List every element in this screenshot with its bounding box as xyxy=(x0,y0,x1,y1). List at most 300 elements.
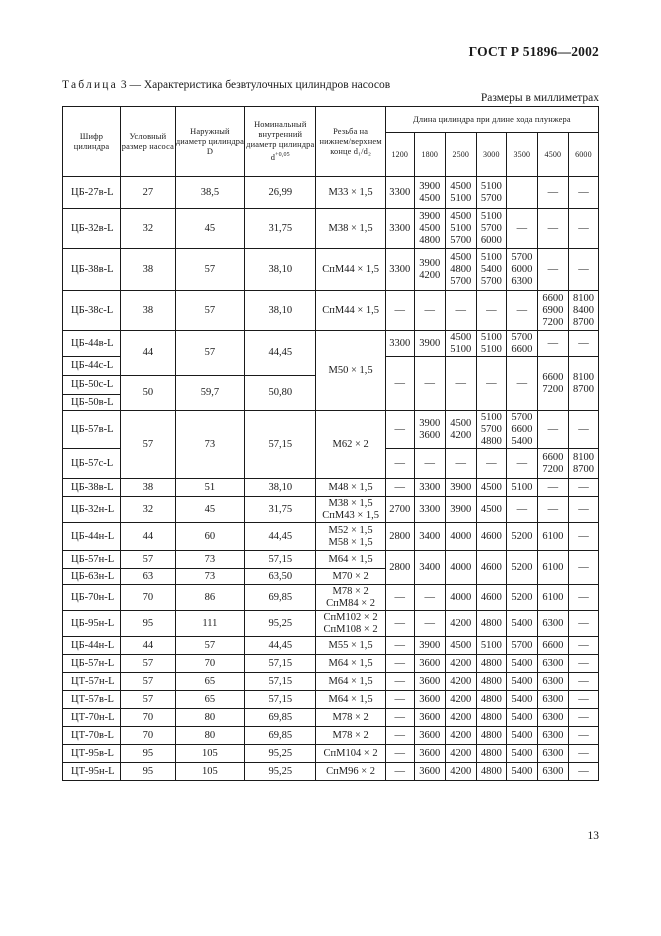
cylinder-length-line: 3300 xyxy=(419,503,441,515)
pump-size: 57 xyxy=(120,655,175,673)
cylinder-length-line: 6600 xyxy=(511,343,533,355)
cylinder-length xyxy=(537,637,568,655)
cylinder-length-line: 4800 xyxy=(480,711,502,723)
cylinder-length xyxy=(385,497,414,523)
thread-spec-line: СпМ44 × 1,5 xyxy=(322,304,379,316)
cylinder-length xyxy=(506,331,537,357)
cylinder-code: ЦБ-57н-L xyxy=(63,655,121,673)
cylinder-length xyxy=(537,709,568,727)
thread-spec xyxy=(316,331,385,411)
cylinder-length xyxy=(537,291,568,331)
thread-spec-line: М50 × 1,5 xyxy=(328,364,373,376)
thread-spec-line: М33 × 1,5 xyxy=(328,186,373,198)
cylinder-length xyxy=(414,691,445,709)
length-header: 6000 xyxy=(568,133,598,177)
cylinder-length-line: 7200 xyxy=(542,383,564,395)
cylinder-length xyxy=(537,551,568,585)
cylinder-length-line: 4200 xyxy=(450,711,472,723)
cylinder-length-line: 3600 xyxy=(419,675,441,687)
pump-size: 44 xyxy=(120,637,175,655)
thread-spec xyxy=(316,745,385,763)
cylinder-length-line: 4500 xyxy=(480,503,502,515)
thread-spec-line: СпМ96 × 2 xyxy=(326,765,376,777)
cylinder-length-line: 5400 xyxy=(480,263,502,275)
cylinder-length-line: 5400 xyxy=(511,617,533,629)
cylinder-length-line: 4600 xyxy=(480,561,502,573)
thread-spec-line: М55 × 1,5 xyxy=(328,639,373,651)
cylinder-length-line: — xyxy=(394,481,406,493)
cylinder-length xyxy=(414,357,445,411)
cylinder-length xyxy=(568,709,598,727)
cylinder-length-line: — xyxy=(516,222,528,234)
inner-diameter: 63,50 xyxy=(245,569,316,585)
cylinder-length xyxy=(385,523,414,551)
cylinder-length-line: 6300 xyxy=(542,617,564,629)
outer-diameter: 57 xyxy=(175,291,244,331)
cylinder-length xyxy=(568,523,598,551)
cylinder-length-line: 3600 xyxy=(419,765,441,777)
cylinder-length-line: 4500 xyxy=(419,192,441,204)
cylinder-length-line: 4000 xyxy=(450,561,472,573)
cylinder-length xyxy=(385,745,414,763)
cylinder-length xyxy=(414,585,445,611)
cylinder-length-line: 6300 xyxy=(542,693,564,705)
cylinder-length xyxy=(537,523,568,551)
cylinder-length xyxy=(537,497,568,523)
cylinder-length xyxy=(537,727,568,745)
pump-size: 95 xyxy=(120,611,175,637)
cylinder-length-line: — xyxy=(394,657,406,669)
cylinder-code: ЦБ-44н-L xyxy=(63,523,121,551)
cylinder-length xyxy=(476,357,506,411)
pump-size: 57 xyxy=(120,691,175,709)
cylinder-length-line: 3600 xyxy=(419,657,441,669)
cylinder-length-line: 4800 xyxy=(480,617,502,629)
cylinder-length xyxy=(568,655,598,673)
pump-size: 70 xyxy=(120,727,175,745)
cylinder-code: ЦБ-50с-L xyxy=(63,376,121,395)
pump-size: 63 xyxy=(120,569,175,585)
cylinder-length-line: — xyxy=(394,711,406,723)
cylinder-length-line: 4200 xyxy=(450,617,472,629)
cylinder-length xyxy=(476,655,506,673)
cylinder-length-line: 4000 xyxy=(450,530,472,542)
cylinder-length-line: 4200 xyxy=(450,747,472,759)
cylinder-length-line: 5100 xyxy=(480,411,502,423)
cylinder-length-line: 3900 xyxy=(419,180,441,192)
cylinder-code: ЦБ-38в-L xyxy=(63,479,121,497)
outer-diameter: 38,5 xyxy=(175,177,244,209)
cylinder-length-line: 5700 xyxy=(511,411,533,423)
cylinder-length-line: — xyxy=(547,423,559,435)
cylinder-length-line: 4200 xyxy=(419,269,441,281)
table-row xyxy=(63,523,599,551)
cylinder-length xyxy=(385,411,414,449)
cylinder-code: ЦТ-95н-L xyxy=(63,763,121,781)
thread-spec-line: М38 × 1,5 xyxy=(328,497,373,509)
cylinder-length xyxy=(568,673,598,691)
table-row xyxy=(63,585,599,611)
cylinder-length xyxy=(476,611,506,637)
cylinder-length xyxy=(476,177,506,209)
length-header: 1200 xyxy=(385,133,414,177)
cylinder-length xyxy=(537,611,568,637)
cylinder-length-line: 8400 xyxy=(572,304,594,316)
cylinder-code: ЦБ-32в-L xyxy=(63,209,121,249)
cylinder-length-line: — xyxy=(424,457,436,469)
cylinder-length xyxy=(445,727,476,745)
cylinder-length xyxy=(568,357,598,411)
cylinder-length-line: — xyxy=(578,222,589,234)
cylinder-code: ЦБ-38с-L xyxy=(63,291,121,331)
cylinder-length xyxy=(476,691,506,709)
cylinder-length-line: 4500 xyxy=(450,639,472,651)
cylinder-length-line: — xyxy=(394,675,406,687)
cylinder-length-line: 6600 xyxy=(511,423,533,435)
cylinder-length-line: 5700 xyxy=(480,192,502,204)
cylinder-length-line: — xyxy=(516,457,528,469)
cylinder-length-line: 6300 xyxy=(542,675,564,687)
table-caption-label: Таблица xyxy=(62,79,118,91)
cylinder-length-line: — xyxy=(424,304,436,316)
pump-size: 70 xyxy=(120,585,175,611)
table-row xyxy=(63,479,599,497)
inner-diameter: 38,10 xyxy=(245,479,316,497)
cylinder-length-line: 3600 xyxy=(419,711,441,723)
outer-diameter: 60 xyxy=(175,523,244,551)
cylinder-length xyxy=(476,209,506,249)
table-caption-text: 3 — Характеристика безвтулочных цилиндров насосов xyxy=(120,79,391,91)
cylinder-length-line: 8700 xyxy=(572,383,594,395)
table-row xyxy=(63,551,599,569)
cylinder-length xyxy=(476,745,506,763)
cylinder-length xyxy=(414,177,445,209)
outer-diameter: 105 xyxy=(175,763,244,781)
cylinder-length-line: 7200 xyxy=(542,316,564,328)
cylinder-length xyxy=(537,673,568,691)
thread-spec-line: М64 × 1,5 xyxy=(328,553,373,565)
cylinder-length-line: 3900 xyxy=(419,210,441,222)
cylinder-length-line: — xyxy=(578,530,589,542)
cylinder-length xyxy=(385,637,414,655)
cylinder-length xyxy=(414,523,445,551)
cylinder-length-line: 5200 xyxy=(511,530,533,542)
outer-diameter: 73 xyxy=(175,551,244,569)
length-header: 3000 xyxy=(476,133,506,177)
cylinder-code: ЦТ-57н-L xyxy=(63,673,121,691)
cylinder-length xyxy=(385,449,414,479)
inner-diameter: 57,15 xyxy=(245,655,316,673)
cylinder-length-line: 5400 xyxy=(511,711,533,723)
cylinder-length-line: — xyxy=(578,675,589,687)
cylinder-length xyxy=(506,637,537,655)
cylinder-length-line: 4800 xyxy=(480,657,502,669)
cylinder-length xyxy=(568,479,598,497)
cylinder-length-line: — xyxy=(578,765,589,777)
col-inner-text: Номинальный внутренний диаметр цилиндра d xyxy=(246,120,315,162)
cylinder-length-line: 5400 xyxy=(511,747,533,759)
col-thread-header: Резьба на нижнем/верхнем конце d₁/d₂ xyxy=(316,107,385,177)
cylinder-length-line: 4200 xyxy=(450,657,472,669)
outer-diameter: 57 xyxy=(175,249,244,291)
table-row xyxy=(63,249,599,291)
cylinder-length-line: 4200 xyxy=(450,429,472,441)
cylinder-length-line: 6300 xyxy=(542,729,564,741)
cylinder-length-line: — xyxy=(547,263,559,275)
cylinder-length-line: 3900 xyxy=(419,417,441,429)
cylinder-length xyxy=(385,249,414,291)
cylinder-length-line: 4600 xyxy=(480,591,502,603)
cylinder-length-line: 5200 xyxy=(511,591,533,603)
cylinder-length xyxy=(476,449,506,479)
inner-diameter: 31,75 xyxy=(245,209,316,249)
cylinder-length xyxy=(414,709,445,727)
cylinder-length-line: 3600 xyxy=(419,429,441,441)
table-row xyxy=(63,209,599,249)
cylinder-length xyxy=(445,673,476,691)
cylinder-length-line: 4500 xyxy=(480,481,502,493)
cylinder-length xyxy=(568,763,598,781)
cylinder-length-line: — xyxy=(394,591,406,603)
cylinder-length-line: 5100 xyxy=(480,331,502,343)
table-row xyxy=(63,709,599,727)
thread-spec xyxy=(316,209,385,249)
cylinder-length-line: 5100 xyxy=(450,222,472,234)
cylinder-length xyxy=(476,727,506,745)
outer-diameter: 57 xyxy=(175,331,244,376)
cylinder-code: ЦБ-50в-L xyxy=(63,395,121,411)
thread-spec-line: М78 × 2 xyxy=(332,711,369,723)
cylinder-code: ЦТ-95в-L xyxy=(63,745,121,763)
cylinder-length-line: — xyxy=(394,423,406,435)
cylinder-length xyxy=(445,709,476,727)
cylinder-length-line: — xyxy=(547,337,559,349)
cylinder-length-line: 8700 xyxy=(572,316,594,328)
thread-spec-line: М62 × 2 xyxy=(332,438,369,450)
thread-spec-line: М78 × 2 xyxy=(332,585,369,597)
col-inner-header xyxy=(245,107,316,177)
cylinder-length-line: — xyxy=(424,617,436,629)
cylinder-length-line: 5400 xyxy=(511,729,533,741)
cylinder-length xyxy=(414,479,445,497)
pump-size: 50 xyxy=(120,376,175,411)
cylinder-length xyxy=(385,727,414,745)
table-row xyxy=(63,673,599,691)
inner-diameter: 57,15 xyxy=(245,411,316,479)
cylinder-length xyxy=(476,479,506,497)
cylinder-length-line: — xyxy=(578,423,589,435)
outer-diameter: 73 xyxy=(175,411,244,479)
cylinder-length xyxy=(414,727,445,745)
cylinder-length-line: 2700 xyxy=(389,503,411,515)
cylinder-length xyxy=(476,249,506,291)
pump-size: 44 xyxy=(120,523,175,551)
pump-size: 70 xyxy=(120,709,175,727)
cylinder-code: ЦБ-57в-L xyxy=(63,411,121,449)
cylinder-code: ЦБ-63н-L xyxy=(63,569,121,585)
cylinder-length xyxy=(506,763,537,781)
length-header: 4500 xyxy=(537,133,568,177)
cylinder-length-line: 8100 xyxy=(572,451,594,463)
outer-diameter: 86 xyxy=(175,585,244,611)
cylinder-code: ЦТ-57в-L xyxy=(63,691,121,709)
cylinder-length-line: 4200 xyxy=(450,729,472,741)
cylinder-length xyxy=(568,611,598,637)
cylinder-length xyxy=(476,411,506,449)
outer-diameter: 105 xyxy=(175,745,244,763)
cylinder-length-line: 6300 xyxy=(511,275,533,287)
cylinder-length-line: — xyxy=(455,304,467,316)
cylinder-length xyxy=(537,177,568,209)
cylinder-length-line: — xyxy=(578,657,589,669)
pump-size: 57 xyxy=(120,551,175,569)
cylinder-length-line: 3400 xyxy=(419,561,441,573)
cylinder-length xyxy=(506,479,537,497)
cylinder-length-line: — xyxy=(578,503,589,515)
pump-size: 27 xyxy=(120,177,175,209)
col-inner-tolerance: +0,05 xyxy=(275,152,290,159)
cylinder-length-line: 5700 xyxy=(480,222,502,234)
cylinder-length xyxy=(506,357,537,411)
cylinder-length-line: 6000 xyxy=(480,234,502,246)
cylinder-length-line: 5700 xyxy=(450,234,472,246)
cylinder-code: ЦБ-38в-L xyxy=(63,249,121,291)
cylinder-length-line: — xyxy=(578,639,589,651)
thread-spec xyxy=(316,249,385,291)
cylinder-length-line: 4000 xyxy=(450,591,472,603)
cylinder-length-line: 4800 xyxy=(480,693,502,705)
cylinder-length xyxy=(445,551,476,585)
length-header: 3500 xyxy=(506,133,537,177)
length-header: 2500 xyxy=(445,133,476,177)
pump-size: 32 xyxy=(120,209,175,249)
cylinder-length-line: 6100 xyxy=(542,591,564,603)
cylinder-length xyxy=(445,745,476,763)
table-row xyxy=(63,331,599,357)
cylinder-length-line: — xyxy=(547,481,559,493)
cylinder-code: ЦБ-44н-L xyxy=(63,637,121,655)
outer-diameter: 45 xyxy=(175,497,244,523)
cylinder-length xyxy=(476,585,506,611)
cylinder-length xyxy=(445,611,476,637)
cylinder-length xyxy=(414,745,445,763)
thread-spec-line: М58 × 1,5 xyxy=(328,536,373,548)
cylinder-code: ЦБ-57н-L xyxy=(63,551,121,569)
cylinder-length xyxy=(414,291,445,331)
pump-size: 95 xyxy=(120,745,175,763)
cylinder-length-line: 4200 xyxy=(450,675,472,687)
cylinder-length-line: 5700 xyxy=(450,275,472,287)
cylinder-length-line: 4500 xyxy=(450,251,472,263)
length-group-header: Длина цилиндра при длине хода плунжера xyxy=(385,107,598,133)
cylinder-length xyxy=(385,709,414,727)
pump-size: 38 xyxy=(120,479,175,497)
cylinder-length xyxy=(414,655,445,673)
cylinder-length-line: 3400 xyxy=(419,530,441,542)
cylinder-length xyxy=(568,497,598,523)
cylinder-length-line: — xyxy=(578,711,589,723)
cylinder-length-line: 6300 xyxy=(542,747,564,759)
cylinder-length-line: 4500 xyxy=(450,417,472,429)
cylinder-length xyxy=(506,291,537,331)
cylinder-length xyxy=(445,291,476,331)
cylinder-length-line: 4600 xyxy=(480,530,502,542)
cylinder-length-line: — xyxy=(424,377,436,389)
cylinder-length xyxy=(568,177,598,209)
cylinder-length-line: 5400 xyxy=(511,765,533,777)
thread-spec xyxy=(316,585,385,611)
inner-diameter: 57,15 xyxy=(245,551,316,569)
cylinder-length xyxy=(537,209,568,249)
cylinder-length xyxy=(476,523,506,551)
cylinder-code: ЦБ-70н-L xyxy=(63,585,121,611)
cylinder-length-line: 4200 xyxy=(450,765,472,777)
cylinder-length xyxy=(445,585,476,611)
inner-diameter: 38,10 xyxy=(245,249,316,291)
cylinder-length xyxy=(506,411,537,449)
outer-diameter: 65 xyxy=(175,673,244,691)
page-number: 13 xyxy=(587,830,599,842)
thread-spec xyxy=(316,709,385,727)
cylinder-length-line: — xyxy=(394,765,406,777)
cylinder-length-line: 6900 xyxy=(542,304,564,316)
cylinder-length xyxy=(537,655,568,673)
cylinder-length xyxy=(414,611,445,637)
cylinder-length-line: 6000 xyxy=(511,263,533,275)
cylinder-length xyxy=(476,673,506,691)
inner-diameter: 26,99 xyxy=(245,177,316,209)
cylinder-length-line: — xyxy=(547,503,559,515)
cylinder-length-line: 3900 xyxy=(419,337,441,349)
cylinder-length xyxy=(568,745,598,763)
pump-size: 38 xyxy=(120,291,175,331)
cylinder-code: ЦТ-70в-L xyxy=(63,727,121,745)
cylinder-length xyxy=(385,763,414,781)
cylinder-length xyxy=(568,411,598,449)
cylinder-length-line: — xyxy=(578,617,589,629)
table-row xyxy=(63,763,599,781)
cylinder-length-line: — xyxy=(578,263,589,275)
col-outer-header: Наружный диаметр цилиндра D xyxy=(175,107,244,177)
cylinder-length-line: — xyxy=(486,377,497,389)
cylinder-length-line: — xyxy=(547,222,559,234)
cylinder-code: ЦБ-44в-L xyxy=(63,331,121,357)
thread-spec xyxy=(316,497,385,523)
cylinder-length-line: — xyxy=(486,457,497,469)
thread-spec-line: СпМ102 × 2 xyxy=(323,611,378,623)
cylinder-length-line: — xyxy=(516,377,528,389)
thread-spec xyxy=(316,691,385,709)
cylinder-length-line: 4800 xyxy=(480,765,502,777)
cylinder-length xyxy=(385,209,414,249)
inner-diameter: 95,25 xyxy=(245,611,316,637)
cylinder-length-line: 2800 xyxy=(389,530,411,542)
cylinder-length-line: — xyxy=(455,457,467,469)
cylinder-length-line: — xyxy=(455,377,467,389)
cylinder-length-line: — xyxy=(394,377,406,389)
outer-diameter: 59,7 xyxy=(175,376,244,411)
cylinder-length xyxy=(537,331,568,357)
cylinder-length xyxy=(445,411,476,449)
cylinder-length xyxy=(385,585,414,611)
thread-spec xyxy=(316,479,385,497)
cylinder-length xyxy=(506,249,537,291)
cylinder-length xyxy=(414,551,445,585)
cylinder-length xyxy=(414,249,445,291)
cylinder-length-line: 4800 xyxy=(450,263,472,275)
outer-diameter: 45 xyxy=(175,209,244,249)
inner-diameter: 57,15 xyxy=(245,691,316,709)
